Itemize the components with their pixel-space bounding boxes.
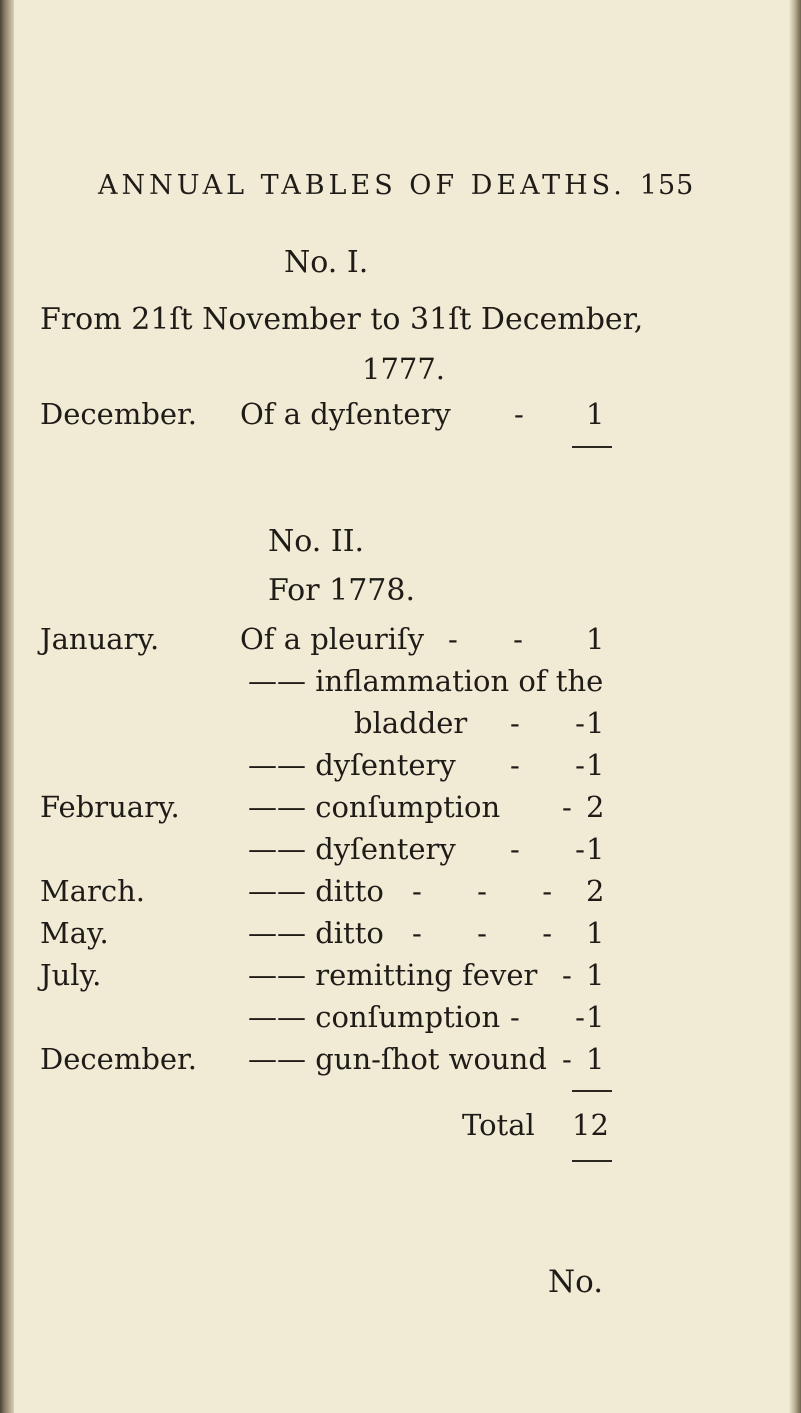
row-month: February. — [40, 790, 180, 824]
row-dashes: - - - — [412, 916, 553, 950]
section1-row-month: December. — [40, 397, 197, 431]
row-month: May. — [40, 916, 109, 950]
row-cause: Of a pleuriſy — [240, 622, 425, 656]
row-dashes: - - — [510, 748, 585, 782]
row-dashes: - — [562, 958, 572, 992]
page-edge-right — [789, 0, 801, 1413]
section1-title: No. I. — [284, 245, 369, 280]
total-label: Total — [462, 1108, 535, 1142]
total-rule-top — [572, 1090, 612, 1092]
running-title: ANNUAL TABLES OF DEATHS. — [98, 170, 626, 201]
section2-title: No. II. — [268, 524, 365, 559]
row-count: 1 — [586, 706, 605, 740]
row-count: 2 — [586, 790, 605, 824]
row-cause: —— ditto — [248, 916, 384, 950]
row-cause: —— dyſentery — [248, 748, 456, 782]
section1-row-cause: Of a dyſentery — [240, 397, 451, 431]
row-dashes: - - — [510, 1000, 585, 1034]
row-count: 2 — [586, 874, 605, 908]
row-cause: —— dyſentery — [248, 832, 456, 866]
row-dashes: - — [562, 1042, 572, 1076]
row-count: 1 — [586, 1042, 605, 1076]
total-value: 12 — [572, 1108, 609, 1142]
row-count: 1 — [586, 832, 605, 866]
row-cause: —— gun-ſhot wound — [248, 1042, 547, 1076]
row-dashes: - - — [510, 706, 585, 740]
row-dashes: - - - — [412, 874, 553, 908]
row-cause: —— conſumption — [248, 1000, 501, 1034]
row-cause: —— remitting fever — [248, 958, 538, 992]
row-dashes: - - — [448, 622, 523, 656]
section1-period-line1: From 21ſt November to 31ſt December, — [40, 302, 644, 337]
running-header — [98, 170, 694, 201]
catchword: No. — [548, 1264, 604, 1300]
row-count: 1 — [586, 958, 605, 992]
row-count: 1 — [586, 622, 605, 656]
row-month: January. — [40, 622, 160, 656]
row-month: July. — [40, 958, 102, 992]
page-number: 155 — [639, 170, 695, 201]
row-count: 1 — [586, 1000, 605, 1034]
section1-row-dash: - — [514, 397, 524, 431]
section1-sum-rule — [572, 446, 612, 448]
row-month: March. — [40, 874, 145, 908]
total-rule-bottom — [572, 1160, 612, 1162]
row-cause: —— ditto — [248, 874, 384, 908]
row-count: 1 — [586, 916, 605, 950]
section2-subtitle: For 1778. — [268, 573, 415, 608]
page-edge-left — [0, 0, 14, 1413]
section1-period-line2: 1777. — [362, 352, 446, 386]
row-cause: —— conſumption — [248, 790, 501, 824]
row-month: December. — [40, 1042, 197, 1076]
row-dashes: - - — [510, 832, 585, 866]
row-cause: —— inflammation of the — [248, 664, 604, 698]
section1-row-count: 1 — [586, 397, 605, 431]
row-dashes: - — [562, 790, 572, 824]
row-count: 1 — [586, 748, 605, 782]
row-cause: bladder — [354, 706, 468, 740]
